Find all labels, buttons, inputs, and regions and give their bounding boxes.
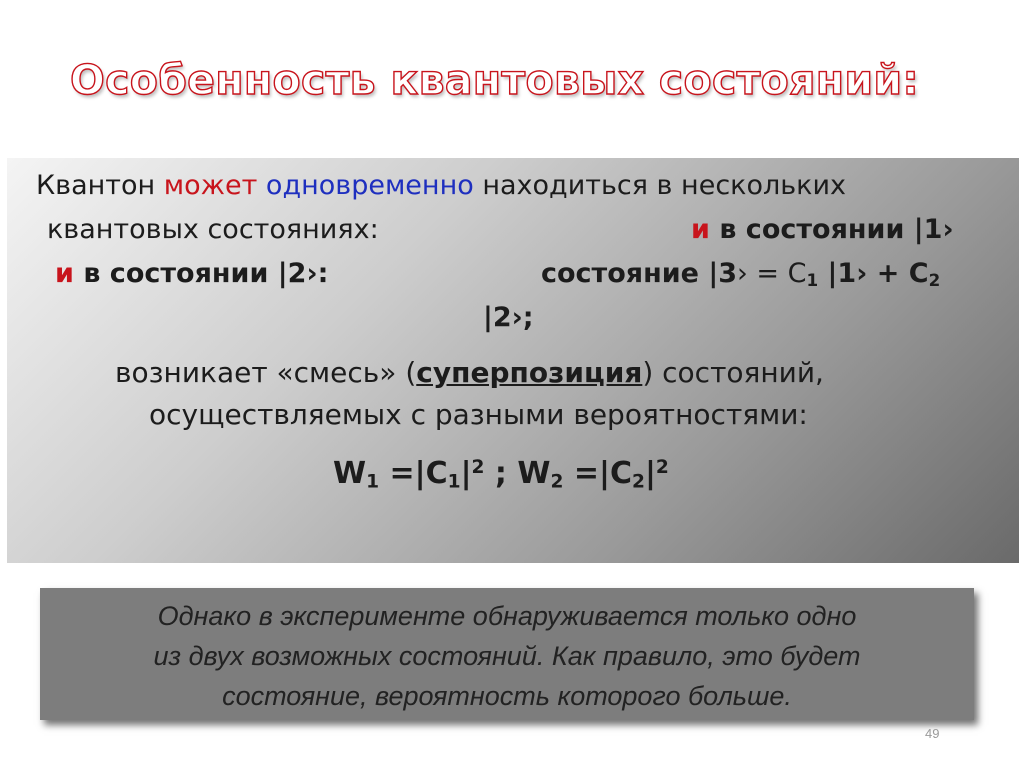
state-2-continuation: |2›; <box>483 302 534 333</box>
superposition-box <box>7 158 1019 563</box>
word-mozhet: может <box>163 170 258 201</box>
slide-title: Особенность квантовых состояний: <box>70 56 920 104</box>
text-nahoditsya: находиться в нескольких <box>473 170 846 201</box>
probability-formula: $W_1 =|C_1|^2$ ; $W_2 =|C_2|^2$ <box>333 456 669 493</box>
experiment-note-box <box>40 588 974 720</box>
page-number: 49 <box>925 726 940 741</box>
state-3-formula: состояние |3› = $C_1$ |1› + $C_2$ <box>541 258 941 291</box>
line-2-right: и в состоянии |1› <box>691 214 954 245</box>
text-kvanton: Квантон <box>36 170 164 201</box>
line-probabilities: осуществляемых с разными вероятностями: <box>149 398 808 431</box>
line-1 <box>36 170 846 201</box>
line-2-left: квантовых состояниях: <box>47 214 379 245</box>
line-superposition: возникает «смесь» (суперпозиция) состояний, <box>115 356 824 389</box>
experiment-note-text: Однако в эксперименте обнаруживается только одно из двух возможных состояний. Как правило, это будет состояние, вероятность которого больше. <box>153 601 861 711</box>
word-odnovremenno: одновременно <box>265 170 474 201</box>
word-superpozitsiya: суперпозиция <box>416 356 643 389</box>
line-3-left: и в состоянии |2›: <box>55 258 329 289</box>
